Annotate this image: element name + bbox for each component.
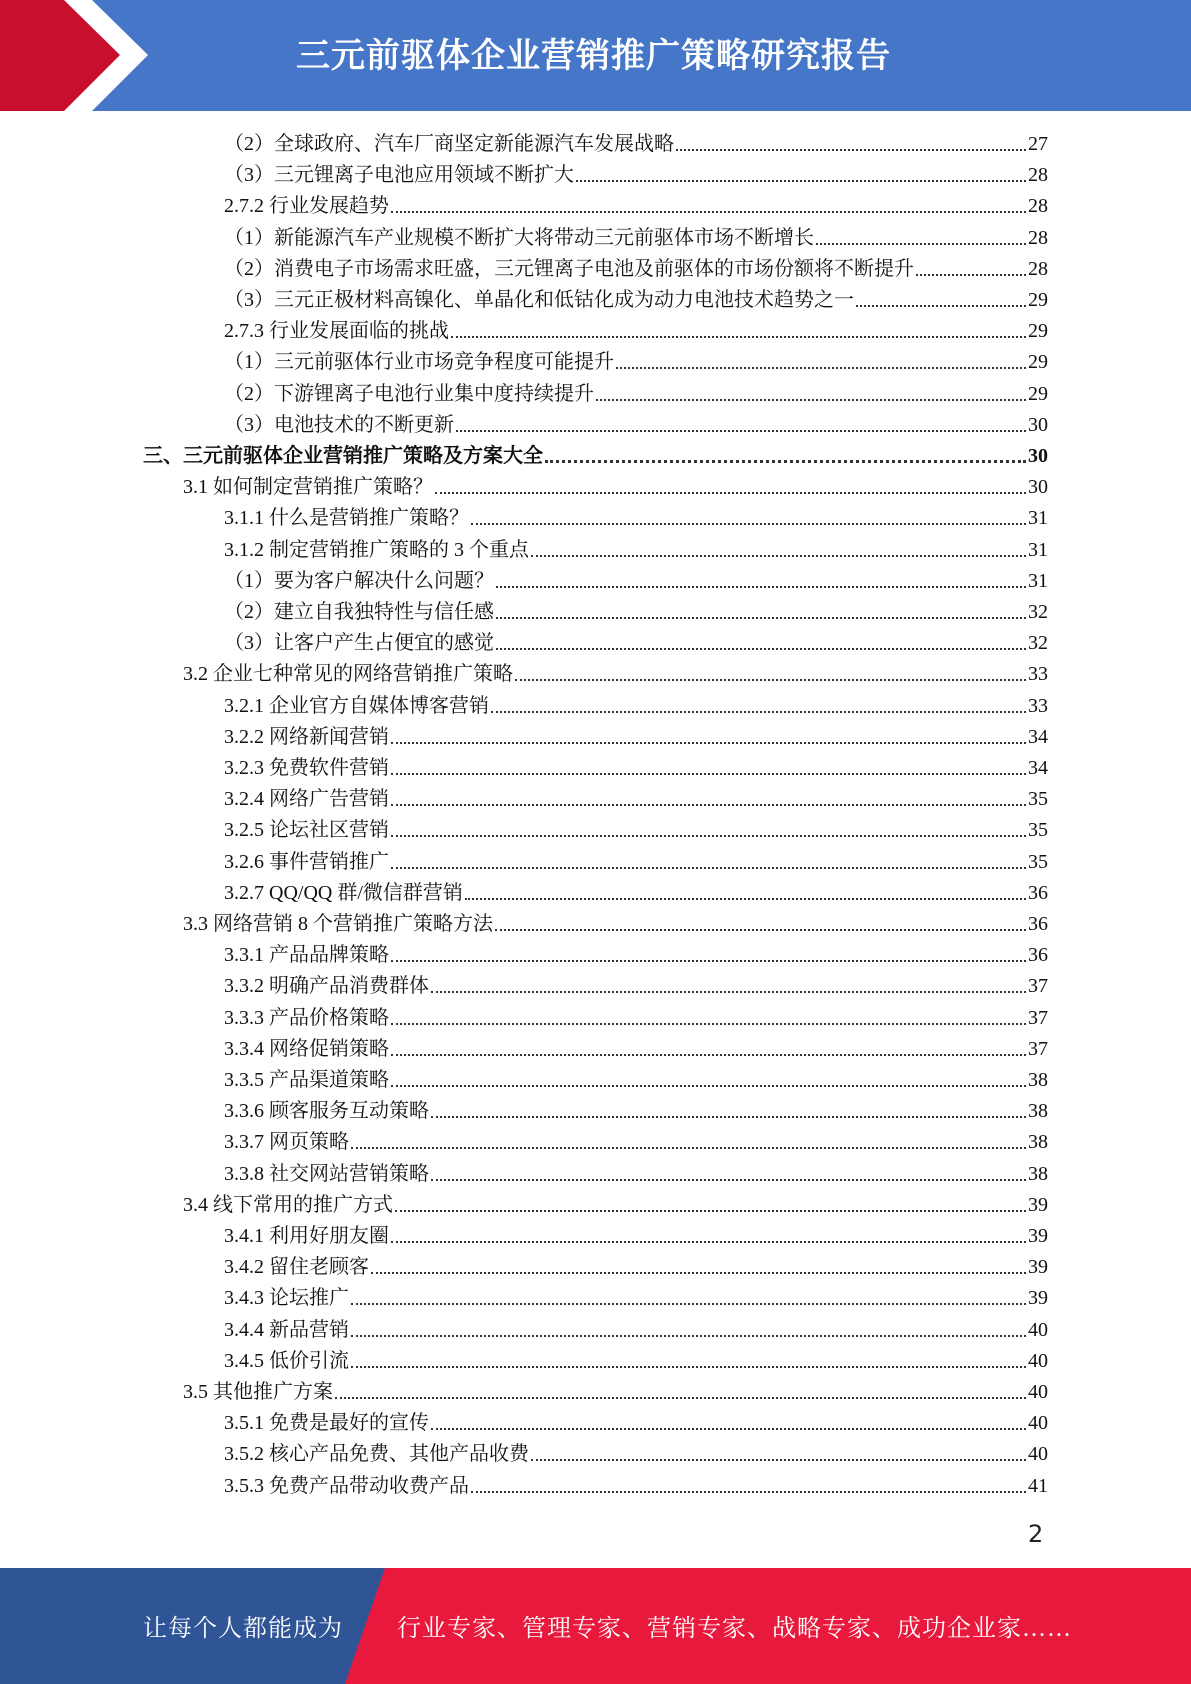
toc-leader-dots xyxy=(491,711,1026,713)
toc-entry[interactable] xyxy=(183,657,1048,687)
toc-entry[interactable] xyxy=(224,1250,1048,1280)
toc-entry[interactable] xyxy=(224,252,1048,282)
toc-entry[interactable] xyxy=(224,1437,1048,1467)
toc-entry-label: （2）全球政府、汽车厂商坚定新能源汽车发展战略 xyxy=(224,133,674,155)
toc-entry-page: 34 xyxy=(1028,725,1048,748)
toc-entry-page: 29 xyxy=(1028,382,1048,405)
toc-entry-label: 3.4 线下常用的推广方式 xyxy=(183,1193,393,1216)
toc-entry-page: 34 xyxy=(1028,757,1048,779)
toc-entry-label: 3.2 企业七种常见的网络营销推广策略 xyxy=(183,663,513,686)
toc-entry-page: 30 xyxy=(1028,476,1048,499)
toc-entry[interactable] xyxy=(224,127,1048,157)
toc-leader-dots xyxy=(451,336,1026,338)
toc-entry-page: 37 xyxy=(1028,975,1048,998)
toc-leader-dots xyxy=(496,586,1026,588)
toc-entry-label: （3）三元锂离子电池应用领域不断扩大 xyxy=(224,164,574,187)
toc-entry-label: 3.4.4 新品营销 xyxy=(224,1318,349,1341)
toc-leader-dots xyxy=(391,804,1026,806)
toc-entry-page: 37 xyxy=(1028,1037,1048,1060)
toc-leader-dots xyxy=(456,430,1026,432)
toc-entry-page: 36 xyxy=(1028,913,1048,935)
toc-leader-dots xyxy=(496,617,1026,619)
toc-entry-label: 2.7.2 行业发展趋势 xyxy=(224,195,389,218)
toc-entry[interactable] xyxy=(224,1094,1048,1124)
toc-entry-page: 35 xyxy=(1028,788,1048,811)
toc-entry-label: 三、三元前驱体企业营销推广策略及方案大全 xyxy=(143,445,543,467)
toc-leader-dots xyxy=(391,211,1026,213)
page-header xyxy=(0,0,1191,111)
toc-entry[interactable] xyxy=(224,345,1048,375)
toc-entry[interactable] xyxy=(224,595,1048,625)
toc-entry[interactable] xyxy=(143,439,1048,469)
toc-entry[interactable] xyxy=(224,564,1048,594)
toc-leader-dots xyxy=(391,960,1026,962)
toc-entry-label: （2）消费电子市场需求旺盛，三元锂离子电池及前驱体的市场份额将不断提升 xyxy=(224,257,914,280)
toc-leader-dots xyxy=(391,773,1026,775)
toc-entry[interactable] xyxy=(224,938,1048,968)
footer-slogan-lead: 让每个人都能成为 xyxy=(143,1616,343,1642)
toc-entry[interactable] xyxy=(224,1281,1048,1311)
toc-leader-dots xyxy=(431,1179,1026,1181)
toc-entry-label: （3）让客户产生占便宜的感觉 xyxy=(224,632,494,655)
toc-entry-label: 3.2.5 论坛社区营销 xyxy=(224,819,389,842)
toc-entry[interactable] xyxy=(224,782,1048,812)
toc-leader-dots xyxy=(351,1147,1026,1149)
toc-entry-page: 37 xyxy=(1028,1006,1048,1029)
header-arrow-decoration xyxy=(0,0,160,111)
toc-leader-dots xyxy=(351,1303,1026,1305)
toc-entry-page: 29 xyxy=(1028,289,1048,311)
toc-leader-dots xyxy=(371,1272,1026,1274)
toc-entry[interactable] xyxy=(224,751,1048,781)
page-footer xyxy=(0,1568,1191,1684)
toc-leader-dots xyxy=(391,1023,1026,1025)
toc-entry-page: 36 xyxy=(1028,944,1048,967)
toc-entry-page: 31 xyxy=(1028,538,1048,561)
toc-leader-dots xyxy=(391,1054,1026,1056)
toc-leader-dots xyxy=(431,1116,1026,1118)
toc-entry-page: 28 xyxy=(1028,257,1048,280)
toc-entry[interactable] xyxy=(224,1157,1048,1187)
toc-leader-dots xyxy=(335,1397,1026,1399)
toc-entry-label: （1）三元前驱体行业市场竞争程度可能提升 xyxy=(224,351,614,374)
toc-leader-dots xyxy=(596,399,1026,401)
toc-entry-label: 3.2.3 免费软件营销 xyxy=(224,757,389,779)
toc-leader-dots xyxy=(431,1428,1026,1430)
toc-leader-dots xyxy=(531,555,1026,557)
toc-entry[interactable] xyxy=(224,720,1048,750)
toc-entry-page: 33 xyxy=(1028,694,1048,717)
toc-entry-page: 41 xyxy=(1028,1474,1048,1497)
toc-leader-dots xyxy=(916,274,1026,276)
toc-leader-dots xyxy=(545,460,1026,463)
toc-entry[interactable] xyxy=(224,689,1048,719)
toc-entry[interactable] xyxy=(224,501,1048,531)
toc-entry-label: 3.2.1 企业官方自媒体博客营销 xyxy=(224,694,489,717)
toc-entry[interactable] xyxy=(224,1032,1048,1062)
toc-entry-label: 3.5.1 免费是最好的宣传 xyxy=(224,1412,429,1435)
toc-entry[interactable] xyxy=(224,876,1048,906)
toc-entry[interactable] xyxy=(183,1375,1048,1405)
toc-entry[interactable] xyxy=(183,907,1048,937)
toc-leader-dots xyxy=(465,898,1026,900)
toc-entry-label: 3.2.2 网络新闻营销 xyxy=(224,725,389,748)
toc-entry-page: 35 xyxy=(1028,850,1048,873)
toc-leader-dots xyxy=(616,367,1026,369)
toc-entry[interactable] xyxy=(224,1313,1048,1343)
toc-entry[interactable] xyxy=(224,1219,1048,1249)
toc-entry[interactable] xyxy=(224,969,1048,999)
toc-entry-label: 3.1.2 制定营销推广策略的 3 个重点 xyxy=(224,538,529,561)
toc-leader-dots xyxy=(351,1335,1026,1337)
toc-entry-label: 3.4.5 低价引流 xyxy=(224,1349,349,1372)
toc-leader-dots xyxy=(471,523,1026,525)
toc-entry-label: 3.5.2 核心产品免费、其他产品收费 xyxy=(224,1443,529,1466)
toc-entry[interactable] xyxy=(224,845,1048,875)
toc-leader-dots xyxy=(391,835,1026,837)
toc-leader-dots xyxy=(816,243,1026,245)
toc-leader-dots xyxy=(495,929,1026,931)
toc-entry-label: 3.3.3 产品价格策略 xyxy=(224,1006,389,1029)
toc-entry[interactable] xyxy=(224,1063,1048,1093)
toc-entry-page: 27 xyxy=(1028,133,1048,155)
toc-leader-dots xyxy=(431,991,1026,993)
toc-entry-label: （2）建立自我独特性与信任感 xyxy=(224,601,494,623)
toc-entry-page: 28 xyxy=(1028,164,1048,187)
toc-entry-label: 3.4.1 利用好朋友圈 xyxy=(224,1225,389,1247)
toc-entry-label: 3.5 其他推广方案 xyxy=(183,1381,333,1403)
toc-entry[interactable] xyxy=(183,1188,1048,1218)
toc-entry[interactable] xyxy=(224,626,1048,656)
toc-entry-page: 36 xyxy=(1028,881,1048,904)
toc-entry-page: 28 xyxy=(1028,226,1048,249)
toc-leader-dots xyxy=(391,1241,1026,1243)
toc-entry[interactable] xyxy=(224,1469,1048,1499)
toc-leader-dots xyxy=(471,1491,1026,1493)
toc-leader-dots xyxy=(391,867,1026,869)
toc-entry-label: 3.5.3 免费产品带动收费产品 xyxy=(224,1474,469,1497)
toc-entry[interactable] xyxy=(224,283,1048,313)
toc-entry[interactable] xyxy=(224,189,1048,219)
toc-entry-page: 32 xyxy=(1028,601,1048,623)
toc-entry-label: 3.3.5 产品渠道策略 xyxy=(224,1069,389,1091)
toc-entry-page: 39 xyxy=(1028,1225,1048,1247)
toc-entry[interactable] xyxy=(224,1406,1048,1436)
toc-entry-label: 3.3 网络营销 8 个营销推广策略方法 xyxy=(183,913,493,935)
toc-entry-label: 3.4.3 论坛推广 xyxy=(224,1287,349,1310)
toc-entry[interactable] xyxy=(224,314,1048,344)
toc-entry-page: 30 xyxy=(1028,445,1048,467)
toc-entry-label: （3）电池技术的不断更新 xyxy=(224,413,454,436)
toc-entry-label: 3.2.7 QQ/QQ 群/微信群营销 xyxy=(224,881,463,904)
toc-entry-page: 28 xyxy=(1028,195,1048,218)
toc-leader-dots xyxy=(856,305,1026,307)
toc-leader-dots xyxy=(515,679,1026,681)
toc-entry[interactable] xyxy=(224,1344,1048,1374)
toc-entry-page: 40 xyxy=(1028,1412,1048,1435)
toc-entry[interactable] xyxy=(224,158,1048,188)
toc-entry-label: 3.3.4 网络促销策略 xyxy=(224,1037,389,1060)
toc-entry-label: 3.3.6 顾客服务互动策略 xyxy=(224,1100,429,1123)
toc-entry-label: 3.2.4 网络广告营销 xyxy=(224,788,389,811)
toc-entry-page: 38 xyxy=(1028,1100,1048,1123)
toc-entry[interactable] xyxy=(224,1001,1048,1031)
toc-entry-page: 39 xyxy=(1028,1287,1048,1310)
toc-entry-page: 39 xyxy=(1028,1256,1048,1279)
toc-leader-dots xyxy=(391,1085,1026,1087)
toc-entry-label: 3.3.8 社交网站营销策略 xyxy=(224,1162,429,1185)
toc-entry-label: 2.7.3 行业发展面临的挑战 xyxy=(224,320,449,343)
toc-entry-label: 3.3.7 网页策略 xyxy=(224,1131,349,1154)
toc-entry-page: 38 xyxy=(1028,1131,1048,1154)
toc-entry[interactable] xyxy=(224,533,1048,563)
toc-entry-page: 31 xyxy=(1028,507,1048,530)
toc-leader-dots xyxy=(435,492,1026,494)
toc-entry-page: 38 xyxy=(1028,1069,1048,1091)
page-number: 2 xyxy=(1028,1520,1044,1548)
toc-entry-label: 3.4.2 留住老顾客 xyxy=(224,1256,369,1279)
toc-leader-dots xyxy=(496,648,1026,650)
toc-entry-page: 32 xyxy=(1028,632,1048,655)
toc-leader-dots xyxy=(676,149,1026,151)
toc-entry-label: （1）新能源汽车产业规模不断扩大将带动三元前驱体市场不断增长 xyxy=(224,226,814,249)
toc-entry-page: 40 xyxy=(1028,1349,1048,1372)
toc-leader-dots xyxy=(531,1459,1026,1461)
toc-entry-label: 3.1.1 什么是营销推广策略？ xyxy=(224,507,469,530)
toc-entry-page: 40 xyxy=(1028,1443,1048,1466)
toc-entry-page: 39 xyxy=(1028,1193,1048,1216)
toc-entry[interactable] xyxy=(224,813,1048,843)
toc-entry-label: （1）要为客户解决什么问题？ xyxy=(224,569,494,592)
toc-entry-page: 31 xyxy=(1028,569,1048,592)
toc-entry-label: 3.3.1 产品品牌策略 xyxy=(224,944,389,967)
toc-entry-page: 35 xyxy=(1028,819,1048,842)
toc-entry[interactable] xyxy=(224,221,1048,251)
toc-entry-page: 29 xyxy=(1028,351,1048,374)
document-title: 三元前驱体企业营销推广策略研究报告 xyxy=(296,36,891,76)
toc-leader-dots xyxy=(351,1366,1026,1368)
toc-leader-dots xyxy=(391,742,1026,744)
toc-entry-label: 3.2.6 事件营销推广 xyxy=(224,850,389,873)
toc-entry-page: 40 xyxy=(1028,1381,1048,1403)
toc-entry-page: 40 xyxy=(1028,1318,1048,1341)
toc-entry-page: 33 xyxy=(1028,663,1048,686)
toc-entry[interactable] xyxy=(183,470,1048,500)
toc-entry[interactable] xyxy=(224,408,1048,438)
toc-entry-page: 38 xyxy=(1028,1162,1048,1185)
toc-entry[interactable] xyxy=(224,1125,1048,1155)
toc-leader-dots xyxy=(576,180,1026,182)
toc-entry-label: （2）下游锂离子电池行业集中度持续提升 xyxy=(224,382,594,405)
toc-entry-page: 30 xyxy=(1028,413,1048,436)
toc-entry-label: 3.3.2 明确产品消费群体 xyxy=(224,975,429,998)
toc-entry-label: （3）三元正极材料高镍化、单晶化和低钴化成为动力电池技术趋势之一 xyxy=(224,289,854,311)
toc-entry[interactable] xyxy=(224,377,1048,407)
toc-leader-dots xyxy=(395,1210,1026,1212)
footer-slogan-roles: 行业专家、管理专家、营销专家、战略专家、成功企业家…… xyxy=(397,1616,1072,1642)
toc-entry-page: 29 xyxy=(1028,320,1048,343)
toc-entry-label: 3.1 如何制定营销推广策略？ xyxy=(183,476,433,499)
